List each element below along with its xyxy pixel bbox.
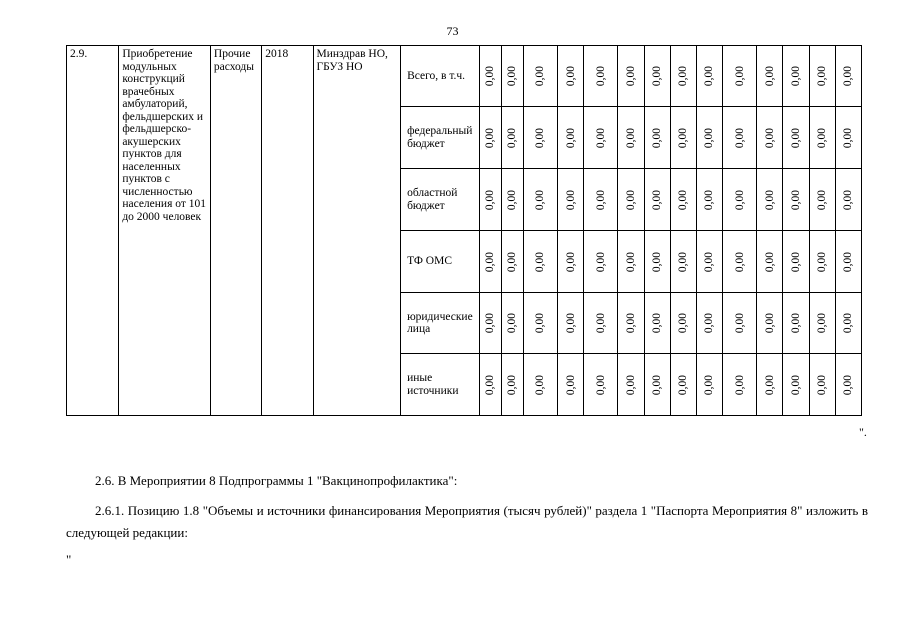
- value-cell: [696, 107, 722, 169]
- value-text: 0,00: [483, 374, 496, 395]
- value-text: 0,00: [677, 65, 689, 87]
- value-text: 0,00: [594, 251, 607, 272]
- value-text: 0,00: [624, 251, 637, 272]
- value-cell: [584, 46, 618, 107]
- value-cell: [696, 231, 722, 293]
- value-text: 0,00: [733, 65, 746, 87]
- funding-source-cell: Всего, в т.ч.: [401, 46, 479, 107]
- value-text: 0,00: [763, 189, 776, 210]
- value-cell: [696, 354, 722, 416]
- value-text: 0,00: [815, 312, 828, 334]
- value-cell: [479, 46, 501, 107]
- value-cell: [479, 354, 501, 416]
- expense-type-cell: Прочие расходы: [210, 46, 261, 416]
- value-text: 0,00: [534, 65, 547, 87]
- value-cell: [783, 354, 809, 416]
- value-text: 0,00: [564, 127, 577, 148]
- value-text: 0,00: [842, 127, 855, 148]
- funding-source-cell: юридические лица: [401, 293, 479, 354]
- value-cell: [670, 231, 696, 293]
- value-text: 0,00: [703, 312, 716, 334]
- value-text: 0,00: [703, 189, 716, 210]
- value-cell: [618, 46, 644, 107]
- value-cell: [835, 169, 861, 231]
- value-cell: [501, 293, 523, 354]
- value-text: 0,00: [815, 127, 828, 148]
- value-text: 0,00: [703, 65, 716, 87]
- value-cell: [670, 293, 696, 354]
- value-cell: [584, 293, 618, 354]
- value-text: 0,00: [650, 251, 663, 272]
- value-text: 0,00: [534, 251, 547, 272]
- value-cell: [722, 107, 756, 169]
- funding-source-cell: ТФ ОМС: [401, 231, 479, 293]
- value-cell: [644, 231, 670, 293]
- value-cell: [757, 231, 783, 293]
- value-cell: [809, 354, 835, 416]
- value-cell: [501, 231, 523, 293]
- value-cell: [757, 46, 783, 107]
- value-text: 0,00: [733, 312, 746, 334]
- value-cell: [783, 46, 809, 107]
- value-text: 0,00: [763, 65, 776, 87]
- table-body: [67, 46, 862, 416]
- value-cell: [584, 169, 618, 231]
- value-text: 0,00: [594, 127, 607, 148]
- value-cell: [696, 169, 722, 231]
- value-text: 0,00: [677, 127, 689, 148]
- value-cell: [501, 107, 523, 169]
- value-text: 0,00: [483, 312, 496, 334]
- value-text: 0,00: [534, 127, 547, 148]
- value-cell: [757, 354, 783, 416]
- value-text: 0,00: [534, 374, 547, 395]
- value-text: 0,00: [483, 127, 496, 148]
- value-cell: [501, 46, 523, 107]
- value-text: 0,00: [763, 312, 776, 334]
- value-text: 0,00: [677, 189, 689, 210]
- value-cell: [835, 293, 861, 354]
- value-text: 0,00: [624, 65, 637, 87]
- value-cell: [501, 169, 523, 231]
- value-text: 0,00: [650, 189, 663, 210]
- value-text: 0,00: [564, 189, 577, 210]
- funding-source-cell: федеральный бюджет: [401, 107, 479, 169]
- value-text: 0,00: [703, 374, 716, 395]
- value-cell: [835, 107, 861, 169]
- value-cell: [722, 46, 756, 107]
- value-cell: [523, 354, 557, 416]
- value-cell: [479, 231, 501, 293]
- value-text: 0,00: [815, 189, 828, 210]
- value-cell: [523, 169, 557, 231]
- value-text: 0,00: [677, 312, 689, 334]
- value-text: 0,00: [842, 251, 855, 272]
- value-text: 0,00: [624, 127, 637, 148]
- value-text: 0,00: [564, 251, 577, 272]
- value-text: 0,00: [677, 374, 689, 395]
- value-cell: [809, 293, 835, 354]
- value-text: 0,00: [594, 189, 607, 210]
- value-text: 0,00: [505, 251, 518, 272]
- value-cell: [722, 293, 756, 354]
- value-cell: [670, 169, 696, 231]
- value-text: 0,00: [815, 251, 828, 272]
- value-text: 0,00: [842, 312, 855, 334]
- item-number-cell: 2.9.: [67, 46, 119, 416]
- value-text: 0,00: [650, 312, 663, 334]
- value-cell: [783, 231, 809, 293]
- value-cell: [523, 231, 557, 293]
- value-cell: [558, 46, 584, 107]
- value-cell: [618, 354, 644, 416]
- value-text: 0,00: [534, 312, 547, 334]
- value-text: 0,00: [624, 312, 637, 334]
- funding-source-cell: областной бюджет: [401, 169, 479, 231]
- opening-quote: ": [66, 552, 72, 567]
- value-text: 0,00: [505, 312, 518, 334]
- value-text: 0,00: [703, 127, 716, 148]
- table-row: [67, 46, 862, 107]
- value-text: 0,00: [505, 189, 518, 210]
- value-cell: [618, 169, 644, 231]
- value-text: 0,00: [763, 374, 776, 395]
- value-cell: [835, 231, 861, 293]
- value-text: 0,00: [789, 251, 802, 272]
- value-cell: [809, 107, 835, 169]
- value-cell: [783, 169, 809, 231]
- value-cell: [670, 107, 696, 169]
- paragraph-2-6: 2.6. В Мероприятии 8 Подпрограммы 1 "Вакцинопрофилактика":: [95, 473, 458, 488]
- value-cell: [809, 46, 835, 107]
- value-cell: [584, 231, 618, 293]
- value-cell: [558, 354, 584, 416]
- value-cell: [584, 354, 618, 416]
- value-cell: [479, 169, 501, 231]
- value-cell: [757, 169, 783, 231]
- value-text: 0,00: [763, 127, 776, 148]
- value-text: 0,00: [650, 374, 663, 395]
- value-text: 0,00: [505, 374, 518, 395]
- value-cell: [479, 293, 501, 354]
- value-text: 0,00: [842, 65, 855, 87]
- value-cell: [558, 293, 584, 354]
- value-cell: [783, 293, 809, 354]
- executor-cell: Минздрав НО, ГБУЗ НО: [313, 46, 401, 416]
- value-text: 0,00: [594, 374, 607, 395]
- value-text: 0,00: [842, 189, 855, 210]
- closing-quote: ".: [859, 425, 867, 439]
- value-text: 0,00: [624, 189, 637, 210]
- value-cell: [670, 46, 696, 107]
- value-text: 0,00: [594, 312, 607, 334]
- value-text: 0,00: [505, 127, 518, 148]
- value-text: 0,00: [842, 374, 855, 395]
- value-text: 0,00: [594, 65, 607, 87]
- item-name-cell: Приобретение модульных конструкций врачебных амбулаторий, фельдшерских и фельдшерско-акушерских пунктов для населенных пунктов с численностью населения от 101 до 2000 человек: [119, 46, 211, 416]
- value-cell: [523, 107, 557, 169]
- value-text: 0,00: [677, 251, 689, 272]
- value-text: 0,00: [534, 189, 547, 210]
- value-text: 0,00: [789, 189, 802, 210]
- value-text: 0,00: [733, 189, 746, 210]
- value-cell: [757, 293, 783, 354]
- value-text: 0,00: [789, 374, 802, 395]
- value-text: 0,00: [483, 65, 496, 87]
- funding-source-cell: иные источники: [401, 354, 479, 416]
- value-cell: [523, 293, 557, 354]
- value-cell: [644, 169, 670, 231]
- value-text: 0,00: [815, 65, 828, 87]
- value-text: 0,00: [564, 65, 577, 87]
- value-cell: [835, 46, 861, 107]
- value-cell: [644, 46, 670, 107]
- value-cell: [809, 169, 835, 231]
- value-text: 0,00: [815, 374, 828, 395]
- value-text: 0,00: [624, 374, 637, 395]
- value-cell: [644, 107, 670, 169]
- paragraph-2-6-1: 2.6.1. Позицию 1.8 "Объемы и источники финансирования Мероприятия (тысяч рублей)" раздела 1 "Паспорта Мероприятия 8" изложить в следующей редакции:: [66, 503, 868, 540]
- value-text: 0,00: [789, 127, 802, 148]
- value-text: 0,00: [763, 251, 776, 272]
- value-cell: [584, 107, 618, 169]
- value-text: 0,00: [733, 374, 746, 395]
- value-cell: [479, 107, 501, 169]
- value-text: 0,00: [733, 251, 746, 272]
- value-cell: [696, 293, 722, 354]
- value-text: 0,00: [650, 65, 663, 87]
- value-cell: [618, 107, 644, 169]
- value-cell: [558, 231, 584, 293]
- value-cell: [644, 293, 670, 354]
- value-cell: [722, 354, 756, 416]
- value-text: 0,00: [789, 312, 802, 334]
- value-cell: [501, 354, 523, 416]
- value-cell: [722, 169, 756, 231]
- value-cell: [558, 107, 584, 169]
- value-cell: [558, 169, 584, 231]
- value-cell: [757, 107, 783, 169]
- value-text: 0,00: [733, 127, 746, 148]
- value-text: 0,00: [483, 189, 496, 210]
- value-text: 0,00: [483, 251, 496, 272]
- value-cell: [835, 354, 861, 416]
- value-cell: [618, 231, 644, 293]
- item-year-cell: 2018: [262, 46, 313, 416]
- page-number: 73: [446, 24, 459, 38]
- value-cell: [670, 354, 696, 416]
- value-cell: [809, 231, 835, 293]
- value-cell: [618, 293, 644, 354]
- value-text: 0,00: [505, 65, 518, 87]
- value-cell: [783, 107, 809, 169]
- value-text: 0,00: [789, 65, 802, 87]
- value-text: 0,00: [650, 127, 663, 148]
- value-text: 0,00: [564, 312, 577, 334]
- financing-table: [66, 45, 862, 416]
- value-cell: [696, 46, 722, 107]
- value-cell: [644, 354, 670, 416]
- value-text: 0,00: [564, 374, 577, 395]
- value-cell: [722, 231, 756, 293]
- value-cell: [523, 46, 557, 107]
- value-text: 0,00: [703, 251, 716, 272]
